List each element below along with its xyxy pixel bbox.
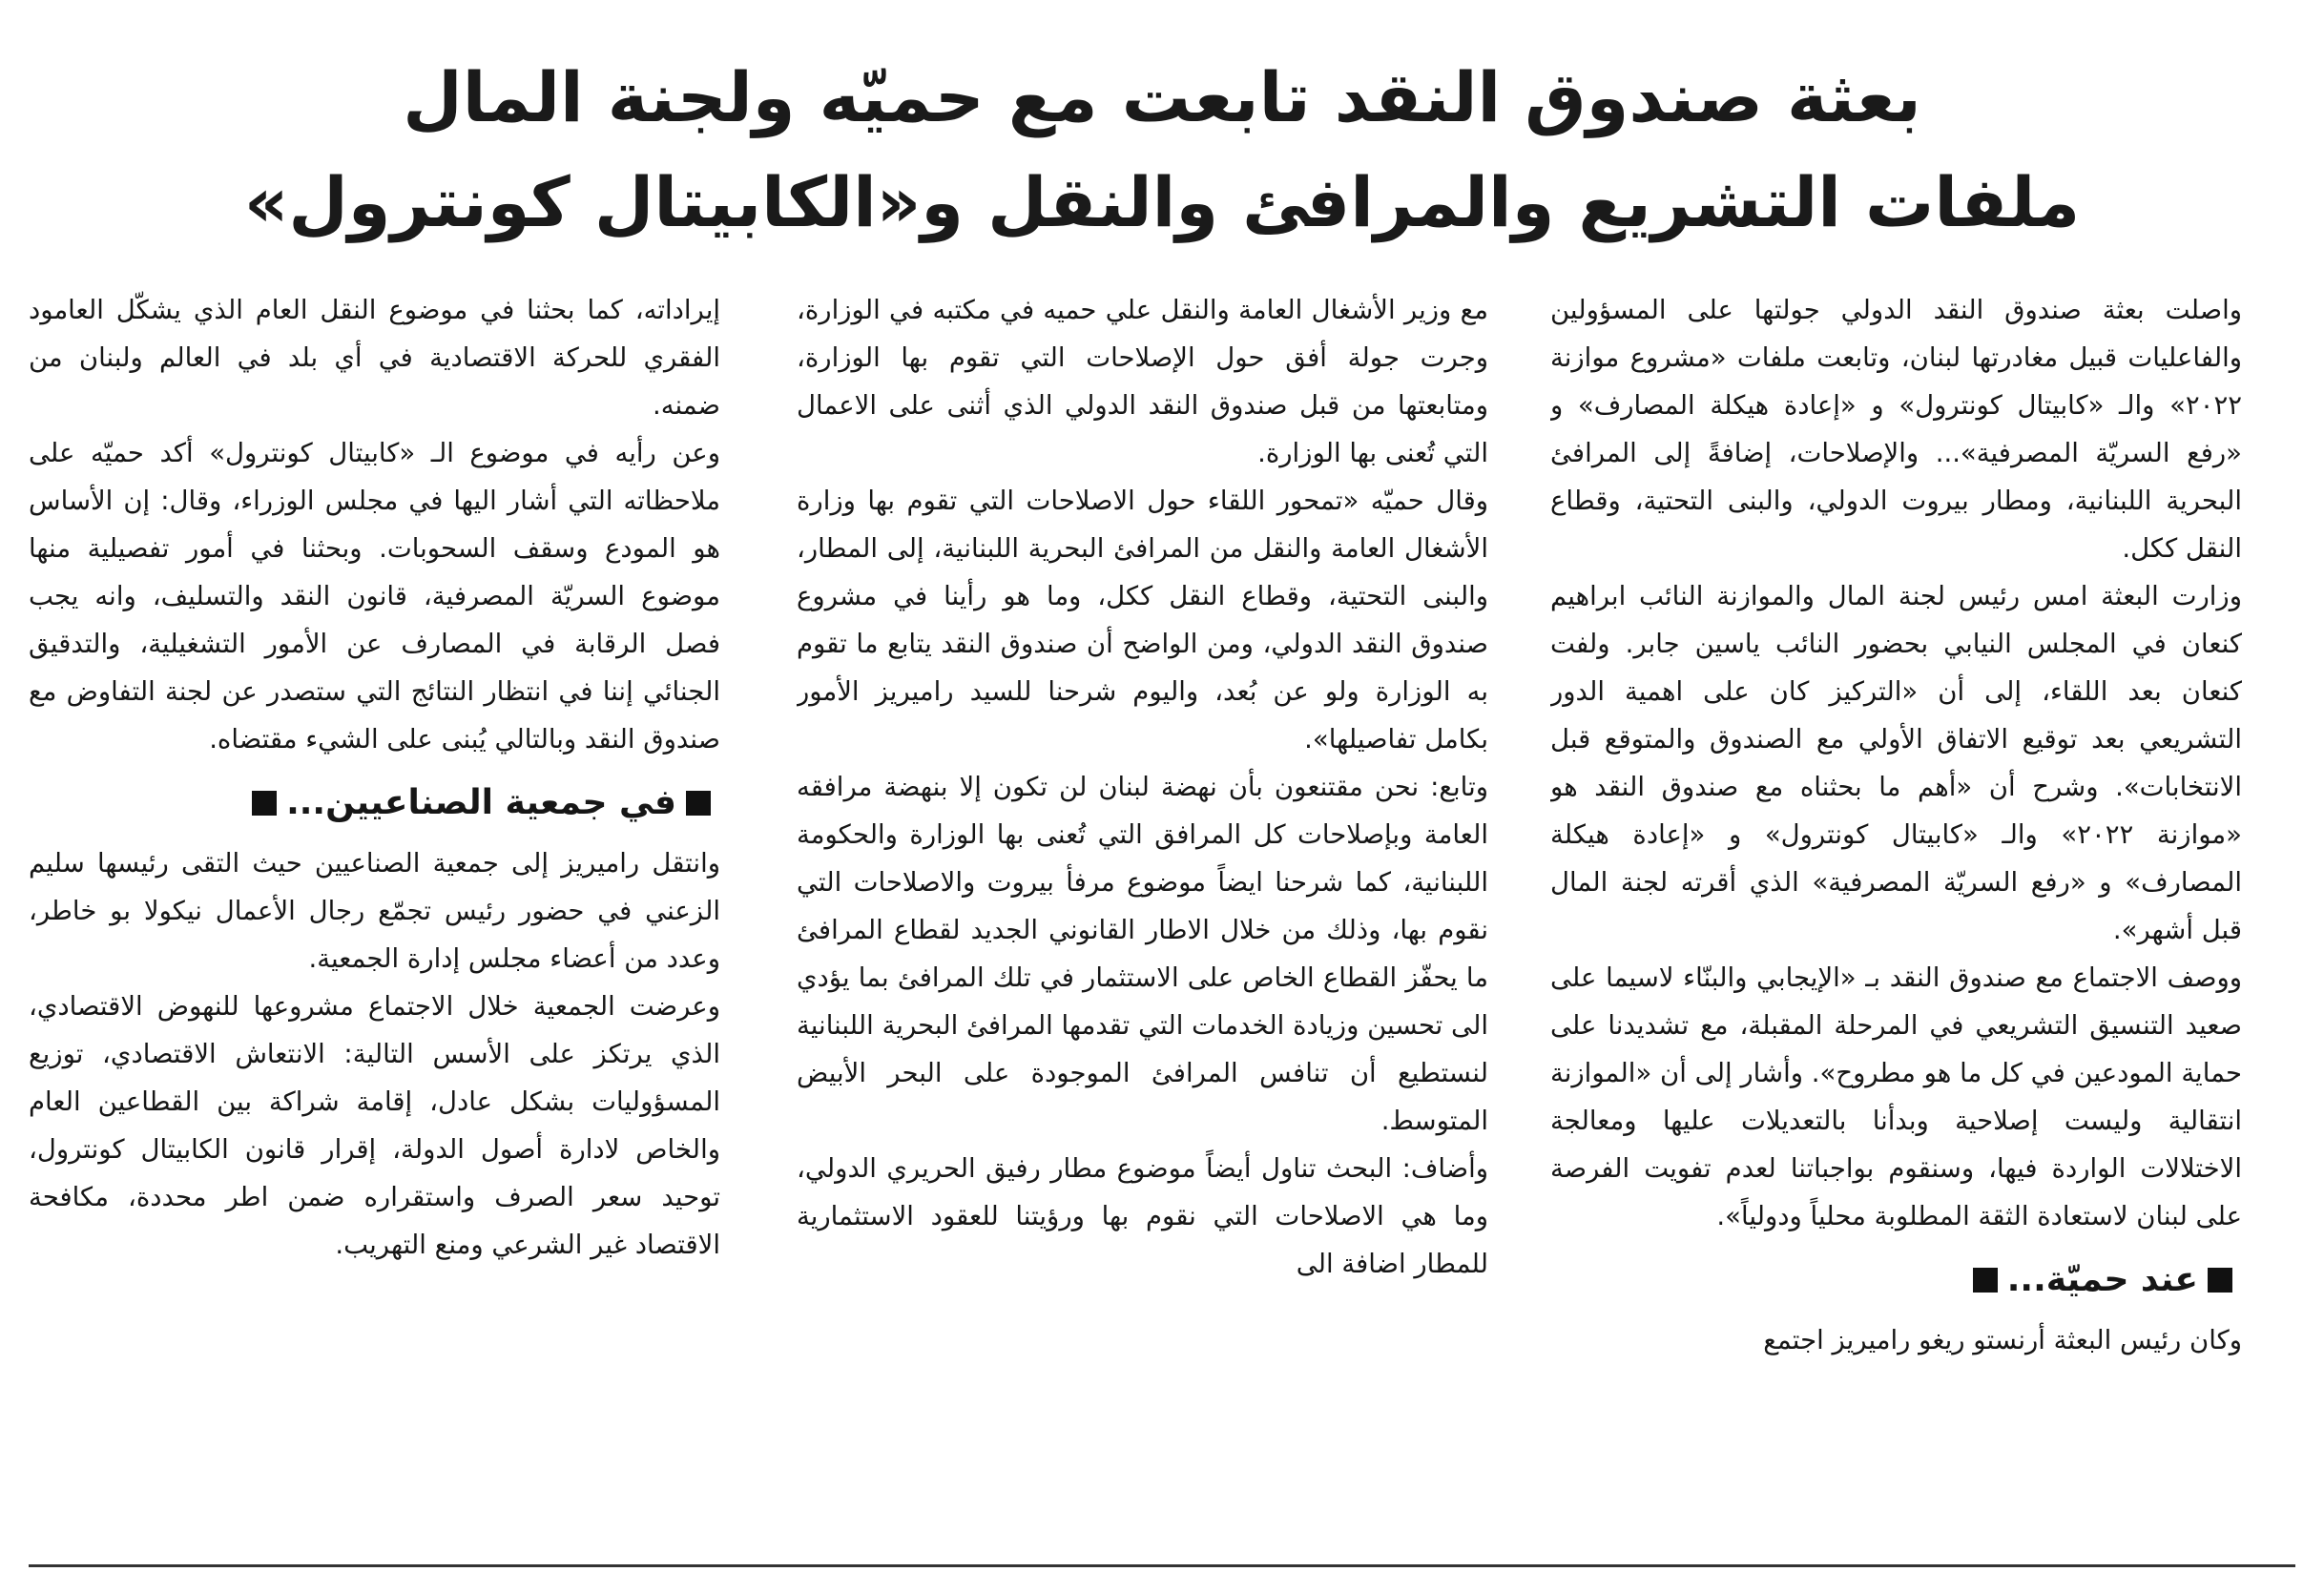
paragraph: وزارت البعثة امس رئيس لجنة المال والموازنة النائب ابراهيم كنعان في المجلس النيابي بحضور النائب ياسين جابر. ولفت كنعان بعد اللقاء، إلى أن «التركيز كان على اهمية الدور التشريعي بعد توقيع الاتفاق الأولي مع الصندوق والمتوقع قبل الانتخابات». وشرح أن «أهم ما بحثناه مع صندوق النقد هو «موازنة ٢٠٢٢» والـ «كابيتال كونترول» و «إعادة هيكلة المصارف» و «رفع السريّة المصرفية» الذي أقرته لجنة المال قبل أشهر».	[1550, 581, 2242, 945]
square-bullet-icon	[2208, 1268, 2232, 1293]
subheading-text: في جمعية الصناعيين...	[286, 783, 676, 822]
bottom-divider	[29, 1564, 2295, 1567]
paragraph: ووصف الاجتماع مع صندوق النقد بـ «الإيجابي والبنّاء لاسيما على صعيد التنسيق التشريعي في المرحلة المقبلة، مع تشديدنا على حماية المودعين في كل ما هو مطروح». وأشار إلى أن «الموازنة انتقالية وليست إصلاحية وبدأنا بالتعديلات عليها ومعالجة الاختلالات الواردة فيها، وسنقوم بواجباتنا لعدم تفويت الفرصة على لبنان لاستعادة الثقة المطلوبة محلياً ودولياً».	[1550, 962, 2242, 1231]
article-column-right	[1550, 286, 2242, 1555]
paragraph: وعرضت الجمعية خلال الاجتماع مشروعها للنهوض الاقتصادي، الذي يرتكز على الأسس التالية: الانتعاش الاقتصادي، توزيع المسؤوليات بشكل عادل، إقامة شراكة بين القطاعين العام والخاص لادارة أصول الدولة، إقرار قانون الكابيتال كونترول، توحيد سعر الصرف واستقراره ضمن اطر محددة، مكافحة الاقتصاد غير الشرعي ومنع التهريب.	[29, 991, 720, 1260]
square-bullet-icon	[1973, 1268, 1998, 1293]
headline-line-1: بعثة صندوق النقد تابعت مع حميّه ولجنة المال	[403, 57, 1921, 137]
paragraph: وتابع: نحن مقتنعون بأن نهضة لبنان لن تكون إلا بنهضة مرافقه العامة وبإصلاحات كل المرافق التي تُعنى بها الوزارة والحكومة اللبنانية، كما شرحنا ايضاً موضوع مرفأ بيروت والاصلاحات التي نقوم بها، وذلك من خلال الاطار القانوني الجديد لقطاع المرافئ ما يحفّز القطاع الخاص على الاستثمار في تلك المرافئ بما يؤدي الى تحسين وزيادة الخدمات التي تقدمها المرافئ البحرية اللبنانية لنستطيع أن تنافس المرافئ الموجودة على البحر الأبيض المتوسط.	[797, 772, 1488, 1136]
headline-line-2: ملفات التشريع والمرافئ والنقل و«الكابيتال كونترول»	[243, 162, 2081, 242]
paragraph: وكان رئيس البعثة أرنستو ريغو راميريز اجتمع	[1763, 1325, 2242, 1355]
square-bullet-icon	[686, 791, 711, 816]
paragraph: وانتقل راميريز إلى جمعية الصناعيين حيث التقى رئيسها سليم الزعني في حضور رئيس تجمّع رجال الأعمال نيكولا بو خاطر، وعدد من أعضاء مجلس إدارة الجمعية.	[29, 848, 720, 974]
subheading	[29, 776, 720, 830]
paragraph: واصلت بعثة صندوق النقد الدولي جولتها على المسؤولين والفاعليات قبيل مغادرتها لبنان، وتابعت ملفات «مشروع موازنة ٢٠٢٢» والـ «كابيتال كونترول» و «إعادة هيكلة المصارف» و «رفع السريّة المصرفية»... والإصلاحات، إضافةً إلى المرافئ البحرية اللبنانية، ومطار بيروت الدولي، والبنى التحتية، وقطاع النقل ككل.	[1550, 295, 2242, 564]
subheading	[1550, 1253, 2242, 1307]
paragraph: إيراداته، كما بحثنا في موضوع النقل العام الذي يشكّل العامود الفقري للحركة الاقتصادية في أي بلد في العالم ولبنان من ضمنه.	[29, 295, 720, 421]
article-column-left	[29, 286, 720, 1555]
article-column-middle	[797, 286, 1488, 1555]
paragraph: مع وزير الأشغال العامة والنقل علي حميه في مكتبه في الوزارة، وجرت جولة أفق حول الإصلاحات التي تقوم بها الوزارة، ومتابعتها من قبل صندوق النقد الدولي الذي أثنى على الاعمال التي تُعنى بها الوزارة.	[797, 295, 1488, 468]
paragraph: وأضاف: البحث تناول أيضاً موضوع مطار رفيق الحريري الدولي، وما هي الاصلاحات التي نقوم بها ورؤيتنا للعقود الاستثمارية للمطار اضافة الى	[797, 1153, 1488, 1279]
subheading-text: عند حميّة...	[2006, 1260, 2198, 1299]
paragraph: وعن رأيه في موضوع الـ «كابيتال كونترول» أكد حميّه على ملاحظاته التي أشار اليها في مجلس الوزراء، وقال: إن الأساس هو المودع وسقف السحوبات. وبحثنا في أمور تفصيلية منها موضوع السريّة المصرفية، قانون النقد والتسليف، وانه يجب فصل الرقابة في المصارف عن الأمور التشغيلية، والتدقيق الجنائي إننا في انتظار النتائج التي ستصدر عن لجنة التفاوض مع صندوق النقد وبالتالي يُبنى على الشيء مقتضاه.	[29, 438, 720, 755]
paragraph: وقال حميّه «تمحور اللقاء حول الاصلاحات التي تقوم بها وزارة الأشغال العامة والنقل من المرافئ البحرية اللبنانية، إلى المطار، والبنى التحتية، وقطاع النقل ككل، وما هو رأينا في مشروع صندوق النقد الدولي، ومن الواضح أن صندوق النقد يتابع ما تقوم به الوزارة ولو عن بُعد، واليوم شرحنا للسيد راميريز الأمور بكامل تفاصيلها».	[797, 486, 1488, 755]
square-bullet-icon	[252, 791, 277, 816]
